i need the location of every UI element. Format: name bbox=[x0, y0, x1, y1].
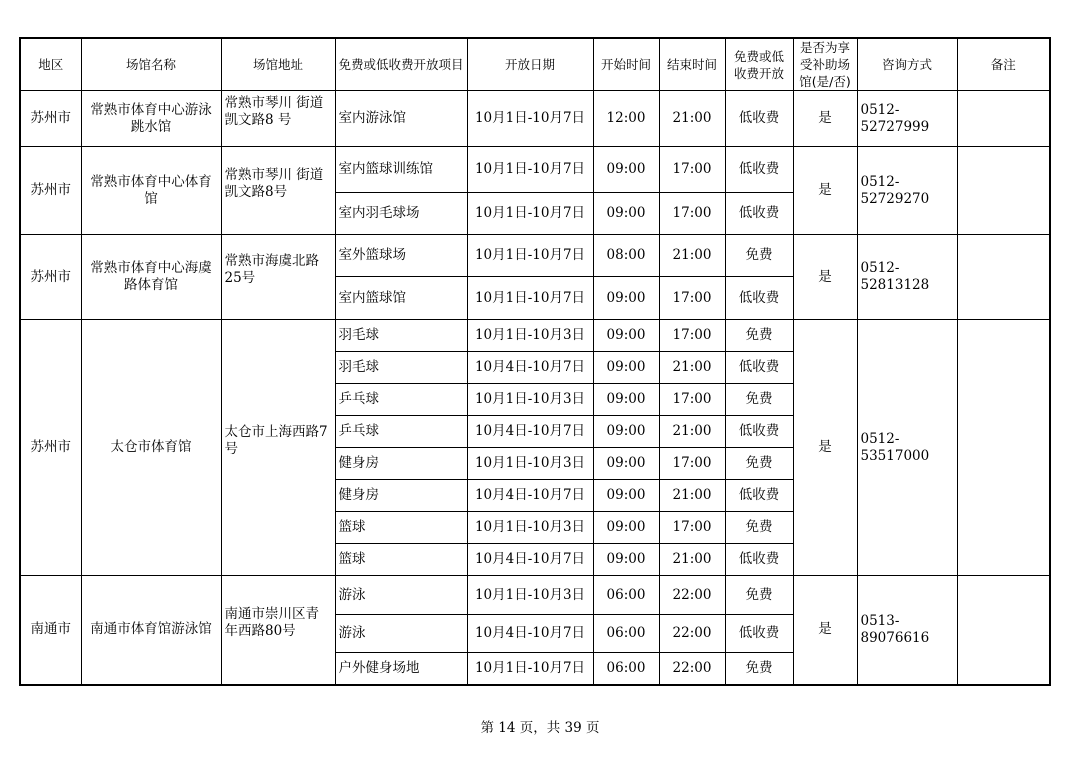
header-start-time: 开始时间 bbox=[593, 38, 659, 91]
contact-cell: 0512-52729270 bbox=[857, 147, 957, 235]
venue-name-cell: 南通市体育馆游泳馆 bbox=[81, 576, 221, 685]
page-number: 第 14 页，共 39 页 bbox=[480, 720, 600, 736]
contact-cell: 0512-52813128 bbox=[857, 235, 957, 320]
project-cell: 健身房 bbox=[335, 480, 467, 512]
table-row bbox=[20, 576, 1050, 615]
subsidy-cell: 是 bbox=[793, 576, 857, 685]
fee-type-cell: 低收费 bbox=[725, 277, 793, 320]
date-cell: 10月4日-10月7日 bbox=[467, 615, 593, 653]
date-cell: 10月1日-10月3日 bbox=[467, 448, 593, 480]
note-cell bbox=[957, 235, 1050, 320]
start-time-cell: 09:00 bbox=[593, 193, 659, 235]
project-cell: 健身房 bbox=[335, 448, 467, 480]
date-cell: 10月1日-10月7日 bbox=[467, 235, 593, 277]
venue-address-cell bbox=[221, 235, 335, 320]
header-venue-address: 场馆地址 bbox=[221, 38, 335, 91]
fee-type-cell: 免费 bbox=[725, 448, 793, 480]
fee-type-cell: 免费 bbox=[725, 512, 793, 544]
start-time-cell: 09:00 bbox=[593, 544, 659, 576]
start-time-cell: 08:00 bbox=[593, 235, 659, 277]
date-cell: 10月4日-10月7日 bbox=[467, 544, 593, 576]
header-project: 免费或低收费开放项目 bbox=[335, 38, 467, 91]
date-cell: 10月1日-10月3日 bbox=[467, 512, 593, 544]
venue-address-text: 太仓市上海西路7号 bbox=[224, 423, 328, 457]
date-cell: 10月4日-10月7日 bbox=[467, 352, 593, 384]
header-row bbox=[20, 38, 1050, 91]
venue-address-text: 常熟市海虞北路25号 bbox=[224, 253, 319, 286]
venue-name-cell: 常熟市体育中心体育馆 bbox=[81, 147, 221, 235]
note-cell bbox=[957, 576, 1050, 685]
header-venue-name: 场馆名称 bbox=[81, 38, 221, 91]
venue-name-cell: 常熟市体育中心海虞路体育馆 bbox=[81, 235, 221, 320]
note-cell bbox=[957, 91, 1050, 147]
venue-table bbox=[19, 37, 1051, 686]
fee-type-cell: 低收费 bbox=[725, 544, 793, 576]
project-cell: 游泳 bbox=[335, 615, 467, 653]
fee-type-cell: 免费 bbox=[725, 384, 793, 416]
header-end-time: 结束时间 bbox=[659, 38, 725, 91]
end-time-cell: 17:00 bbox=[659, 193, 725, 235]
fee-type-cell: 低收费 bbox=[725, 615, 793, 653]
end-time-cell: 22:00 bbox=[659, 653, 725, 685]
start-time-cell: 09:00 bbox=[593, 480, 659, 512]
start-time-cell: 09:00 bbox=[593, 352, 659, 384]
start-time-cell: 09:00 bbox=[593, 384, 659, 416]
date-cell: 10月1日-10月7日 bbox=[467, 653, 593, 685]
fee-type-cell: 低收费 bbox=[725, 193, 793, 235]
project-cell: 室内篮球训练馆 bbox=[335, 147, 467, 193]
end-time-cell: 17:00 bbox=[659, 384, 725, 416]
end-time-cell: 17:00 bbox=[659, 320, 725, 352]
fee-type-cell: 低收费 bbox=[725, 147, 793, 193]
date-cell: 10月1日-10月7日 bbox=[467, 277, 593, 320]
venue-address-cell bbox=[221, 576, 335, 685]
subsidy-cell: 是 bbox=[793, 91, 857, 147]
venue-name-cell: 太仓市体育馆 bbox=[81, 320, 221, 576]
project-cell: 室外篮球场 bbox=[335, 235, 467, 277]
project-cell: 户外健身场地 bbox=[335, 653, 467, 685]
start-time-cell: 12:00 bbox=[593, 91, 659, 147]
end-time-cell: 21:00 bbox=[659, 352, 725, 384]
start-time-cell: 09:00 bbox=[593, 416, 659, 448]
project-cell: 篮球 bbox=[335, 512, 467, 544]
start-time-cell: 09:00 bbox=[593, 147, 659, 193]
header-contact: 咨询方式 bbox=[857, 38, 957, 91]
note-cell bbox=[957, 147, 1050, 235]
start-time-cell: 09:00 bbox=[593, 277, 659, 320]
venue-address-text: 常熟市琴川 街道凯文路8号 bbox=[224, 166, 324, 200]
date-cell: 10月1日-10月3日 bbox=[467, 576, 593, 615]
project-cell: 室内羽毛球场 bbox=[335, 193, 467, 235]
project-cell: 羽毛球 bbox=[335, 320, 467, 352]
table-row bbox=[20, 91, 1050, 147]
project-cell: 篮球 bbox=[335, 544, 467, 576]
end-time-cell: 17:00 bbox=[659, 277, 725, 320]
note-cell bbox=[957, 320, 1050, 576]
region-cell: 苏州市 bbox=[20, 91, 81, 147]
date-cell: 10月1日-10月3日 bbox=[467, 320, 593, 352]
end-time-cell: 17:00 bbox=[659, 147, 725, 193]
contact-cell: 0512-52727999 bbox=[857, 91, 957, 147]
end-time-cell: 22:00 bbox=[659, 576, 725, 615]
region-cell: 苏州市 bbox=[20, 235, 81, 320]
date-cell: 10月1日-10月3日 bbox=[467, 384, 593, 416]
start-time-cell: 09:00 bbox=[593, 512, 659, 544]
end-time-cell: 21:00 bbox=[659, 91, 725, 147]
project-cell: 乒乓球 bbox=[335, 416, 467, 448]
venue-address-text: 南通市崇川区青年西路80号 bbox=[224, 605, 319, 639]
region-cell: 苏州市 bbox=[20, 147, 81, 235]
end-time-cell: 21:00 bbox=[659, 416, 725, 448]
project-cell: 羽毛球 bbox=[335, 352, 467, 384]
region-cell: 南通市 bbox=[20, 576, 81, 685]
header-note: 备注 bbox=[957, 38, 1050, 91]
start-time-cell: 06:00 bbox=[593, 615, 659, 653]
fee-type-cell: 低收费 bbox=[725, 352, 793, 384]
project-cell: 室内篮球馆 bbox=[335, 277, 467, 320]
end-time-cell: 21:00 bbox=[659, 544, 725, 576]
end-time-cell: 17:00 bbox=[659, 512, 725, 544]
table-body bbox=[20, 91, 1050, 685]
start-time-cell: 06:00 bbox=[593, 576, 659, 615]
start-time-cell: 09:00 bbox=[593, 320, 659, 352]
contact-cell: 0512-53517000 bbox=[857, 320, 957, 576]
venue-address-text: 常熟市琴川 街道凯文路8 号 bbox=[224, 94, 324, 128]
end-time-cell: 21:00 bbox=[659, 480, 725, 512]
date-cell: 10月1日-10月7日 bbox=[467, 91, 593, 147]
project-cell: 乒乓球 bbox=[335, 384, 467, 416]
region-cell: 苏州市 bbox=[20, 320, 81, 576]
fee-type-cell: 低收费 bbox=[725, 480, 793, 512]
start-time-cell: 09:00 bbox=[593, 448, 659, 480]
fee-type-cell: 低收费 bbox=[725, 91, 793, 147]
venue-address-cell bbox=[221, 147, 335, 235]
end-time-cell: 21:00 bbox=[659, 235, 725, 277]
contact-cell: 0513-89076616 bbox=[857, 576, 957, 685]
fee-type-cell: 免费 bbox=[725, 235, 793, 277]
header-date: 开放日期 bbox=[467, 38, 593, 91]
start-time-cell: 06:00 bbox=[593, 653, 659, 685]
table-row bbox=[20, 320, 1050, 352]
fee-type-cell: 免费 bbox=[725, 653, 793, 685]
date-cell: 10月4日-10月7日 bbox=[467, 416, 593, 448]
subsidy-cell: 是 bbox=[793, 235, 857, 320]
header-region: 地区 bbox=[20, 38, 81, 91]
venue-name-cell: 常熟市体育中心游泳跳水馆 bbox=[81, 91, 221, 147]
header-fee-type: 免费或低收费开放 bbox=[725, 38, 793, 91]
end-time-cell: 22:00 bbox=[659, 615, 725, 653]
project-cell: 室内游泳馆 bbox=[335, 91, 467, 147]
subsidy-cell: 是 bbox=[793, 147, 857, 235]
table-row bbox=[20, 235, 1050, 277]
date-cell: 10月1日-10月7日 bbox=[467, 147, 593, 193]
table-row bbox=[20, 147, 1050, 193]
fee-type-cell: 低收费 bbox=[725, 416, 793, 448]
end-time-cell: 17:00 bbox=[659, 448, 725, 480]
header-subsidy: 是否为享受补助场馆(是/否) bbox=[793, 38, 857, 91]
fee-type-cell: 免费 bbox=[725, 576, 793, 615]
subsidy-cell: 是 bbox=[793, 320, 857, 576]
project-cell: 游泳 bbox=[335, 576, 467, 615]
venue-address-cell bbox=[221, 320, 335, 576]
fee-type-cell: 免费 bbox=[725, 320, 793, 352]
date-cell: 10月4日-10月7日 bbox=[467, 480, 593, 512]
date-cell: 10月1日-10月7日 bbox=[467, 193, 593, 235]
venue-address-cell bbox=[221, 91, 335, 147]
